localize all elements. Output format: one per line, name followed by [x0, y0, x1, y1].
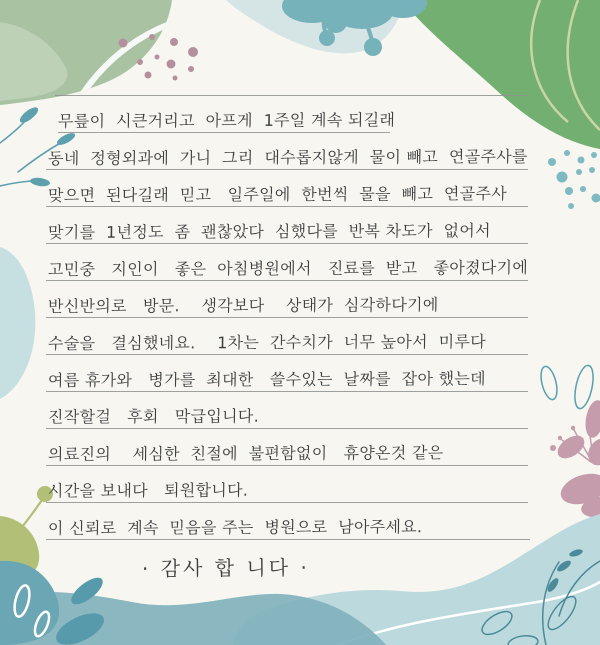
note-line: 시간을 보내다 퇴원합니다.	[47, 480, 249, 501]
note-line: 여름 휴가와 병가를 최대한 쓸수있는 날짜를 잡아 했는데	[47, 369, 486, 390]
speckle-cluster-teal	[548, 150, 600, 209]
note-line: 동네 정형외과에 가니 그리 대수롭지않게 물이 빼고 연골주사를	[47, 146, 528, 169]
note-line: 무릎이 시큰거리고 아프게 1주일 계속 되길래	[57, 110, 396, 131]
blossom-icon	[550, 399, 600, 520]
note-line: 맞으면 된다길래 믿고 일주일에 한번씩 물을 빼고 연골주사	[47, 183, 508, 206]
green-blob-motif	[402, 0, 600, 149]
ruled-line	[55, 95, 528, 96]
note-line: 맞기를 1년정도 좀 괜찮았다 심했다를 반복 차도가 없어서	[47, 221, 492, 242]
note-line: 진작할걸 후회 막급입니다.	[47, 406, 260, 427]
watercolor-blob-left	[0, 247, 35, 399]
note-line: 고민중 지인이 좋은 아침병원에서 진료를 받고 좋아졌다기에	[47, 257, 529, 280]
note-closing: · 감사 합 니다 ·	[141, 555, 310, 581]
note-line: 이 신뢰로 계속 믿음을 주는 병원으로 남아주세요.	[47, 517, 423, 538]
note-line: 수술을 결심했네요. 1차는 간수치가 너무 높아서 미루다	[47, 332, 487, 353]
leaf-outlines-right	[538, 364, 596, 410]
note-line: 반신반의로 방문. 생각보다 상태가 심각하다기에	[47, 295, 439, 316]
note-line: 의료진의 세심한 친절에 불편함없이 휴양온것 같은	[47, 443, 444, 464]
